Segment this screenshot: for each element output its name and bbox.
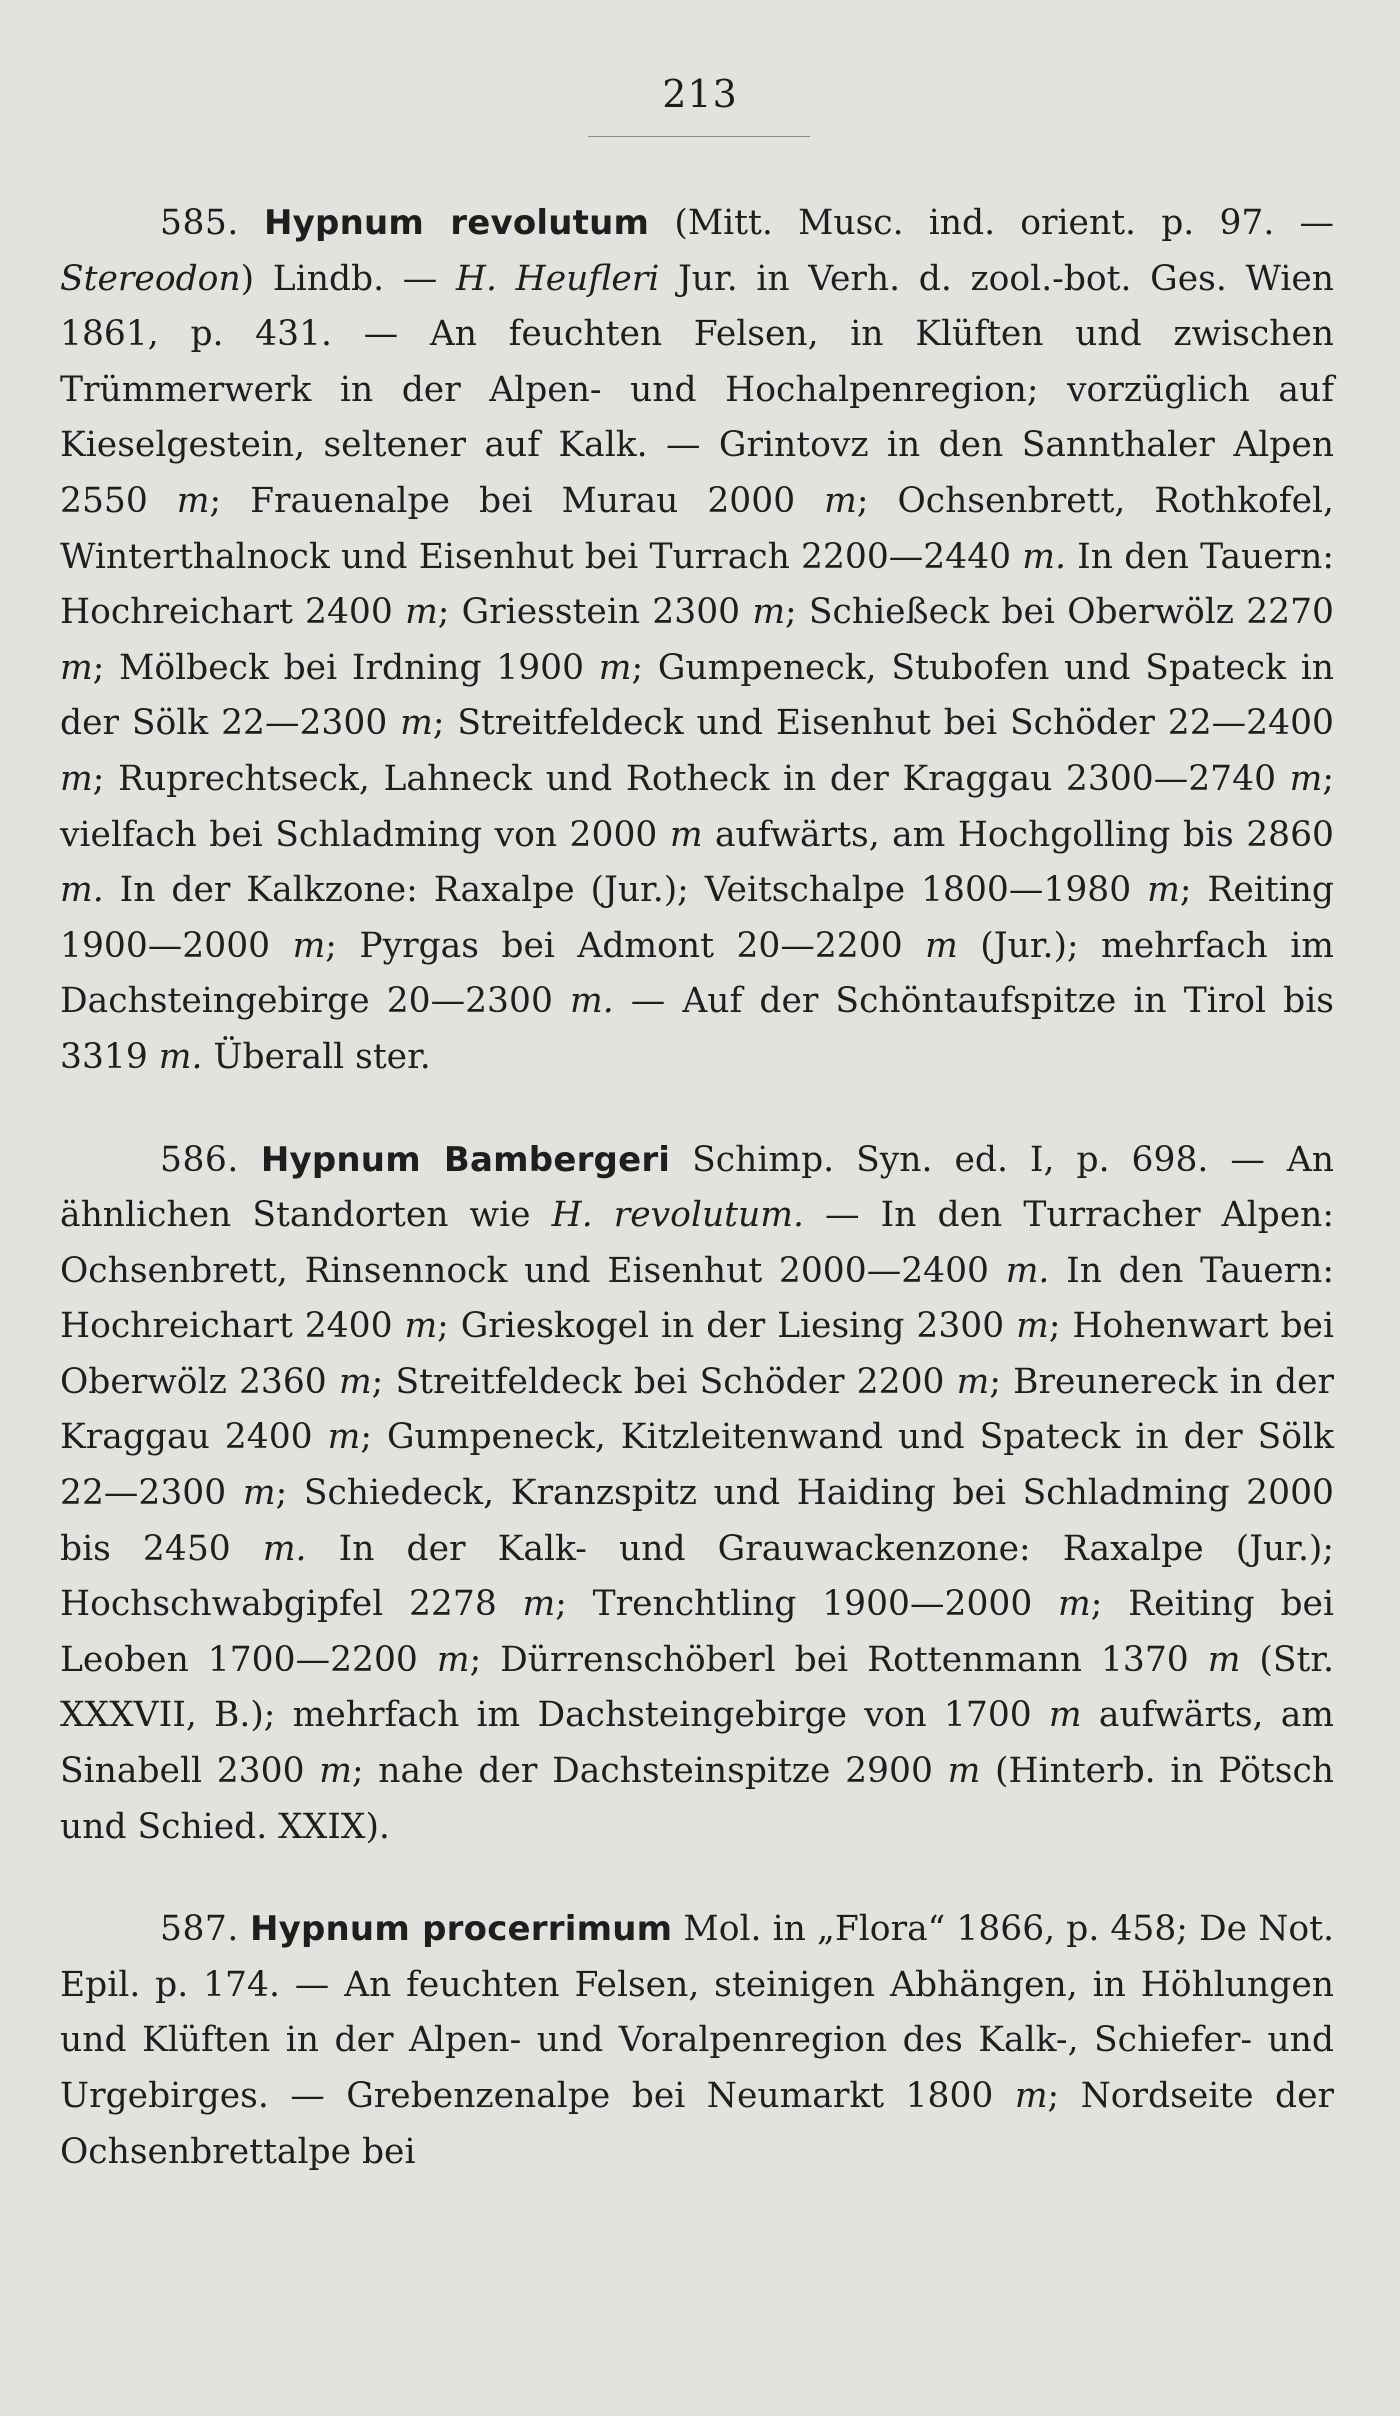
italic-text: m	[824, 480, 857, 521]
text-run: Mol. in „Flora“ 1866, p. 458; De Not. Epil. p. 174. — An feuchten Felsen, steinigen Abhängen, in Höhlungen und Klüften in der Alpen- und Voralpenregion des Kalk-, Schiefer- und Urgebirges. — Grebenzenalpe bei Neumarkt 1800	[60, 1909, 1334, 2116]
italic-text: m	[1207, 1639, 1241, 1680]
text-run: aufwärts, am Sinabell 2300	[60, 1695, 1334, 1792]
italic-text: m	[947, 1751, 981, 1792]
text-run: — Auf der Schöntaufspitze in Tirol bis 3319	[60, 981, 1334, 1077]
italic-text: m.	[262, 1528, 307, 1569]
species-name: Hypnum procerrimum	[249, 1909, 673, 1950]
italic-text: m.	[60, 870, 104, 911]
italic-text: m	[956, 1361, 990, 1402]
text-run: ; Dürrenschöberl bei Rottenmann 1370	[469, 1639, 1208, 1680]
italic-text: m	[176, 480, 210, 521]
text-run: ; Reiting 1900—2000	[60, 870, 1334, 966]
italic-text: m	[60, 758, 93, 799]
species-entry	[60, 1902, 1334, 2180]
text-run: ; Griesstein 2300	[437, 592, 753, 633]
page-number: 213	[662, 72, 738, 116]
text-run: Überall ster.	[202, 1036, 431, 1077]
species-entries	[60, 196, 1334, 2180]
italic-text: m	[522, 1584, 556, 1625]
italic-text: H. Heufleri	[455, 258, 660, 299]
italic-text: m	[1147, 870, 1180, 911]
text-run: ; Hohenwart bei Oberwölz 2360	[60, 1306, 1334, 1402]
italic-text: H. revolutum.	[551, 1195, 804, 1236]
text-run: In der Kalk- und Grauwackenzone: Raxalpe (Jur.); Hochschwabgipfel 2278	[60, 1528, 1334, 1625]
header-rule	[588, 136, 810, 137]
text-run: ; Reiting bei Leoben 1700—2200	[60, 1584, 1334, 1680]
text-run: ; Breunereck in der Kraggau 2400	[60, 1361, 1334, 1458]
italic-text: m	[925, 925, 958, 966]
text-run: ; Streitfeldeck und Eisenhut bei Schöder 22—2400	[432, 703, 1334, 744]
italic-text: m	[1048, 1695, 1082, 1736]
italic-text: m	[400, 703, 433, 744]
text-run: (Jur.); mehrfach im Dachsteingebirge 20—2300	[60, 925, 1334, 1022]
text-run: In den Tauern: Hochreichart 2400	[60, 536, 1335, 633]
italic-text: m.	[570, 981, 614, 1022]
entry-text	[60, 1140, 1334, 1847]
text-run: — In den Turracher Alpen: Ochsenbrett, Rinsennock und Eisenhut 2000—2400	[60, 1195, 1334, 1291]
species-name: Hypnum Bambergeri	[260, 1139, 671, 1180]
text-run: ; Grieskogel in der Liesing 2300	[437, 1306, 1017, 1347]
text-run: In der Kalkzone: Raxalpe (Jur.); Veitschalpe 1800—1980	[103, 870, 1148, 911]
italic-text: m	[319, 1751, 352, 1792]
text-run: ; Mölbeck bei Irdning 1900	[92, 647, 599, 688]
text-run: ; Schiedeck, Kranzspitz und Haiding bei Schladming 2000 bis 2450	[60, 1473, 1334, 1569]
italic-text: m	[292, 925, 326, 966]
italic-text: m	[598, 647, 632, 688]
text-run: ; nahe der Dachsteinspitze 2900	[351, 1751, 948, 1792]
italic-text: m	[327, 1417, 361, 1458]
italic-text: m	[1289, 758, 1323, 799]
entry-number: 587.	[160, 1909, 239, 1950]
text-run: (Mitt. Musc. ind. orient. p. 97. —	[649, 203, 1334, 243]
species-name: Hypnum revolutum	[264, 203, 650, 243]
text-run: ; Schießeck bei Oberwölz 2270	[785, 592, 1334, 633]
italic-text: m	[242, 1473, 276, 1514]
entry-number: 585.	[160, 203, 239, 243]
species-entry	[60, 1133, 1334, 1856]
entry-number: 586.	[160, 1139, 239, 1180]
italic-text: Stereodon	[60, 258, 241, 299]
text-run: ; Gumpeneck, Kitzleitenwand und Spateck in der Sölk 22—2300	[60, 1417, 1334, 1514]
italic-text: m	[1058, 1584, 1091, 1625]
entry-text	[60, 203, 1334, 1077]
italic-text: m	[338, 1361, 372, 1402]
text-run: ; Streitfeldeck bei Schöder 2200	[371, 1361, 957, 1402]
italic-text: m.	[158, 1036, 203, 1077]
italic-text: m	[1014, 2076, 1048, 2116]
text-run: ) Lindb. —	[240, 258, 456, 299]
text-run: ; Ruprechtseck, Lahneck und Rotheck in der Kraggau 2300—2740	[92, 758, 1290, 799]
text-run: ; Gumpeneck, Stubofen und Spateck in der Sölk 22—2300	[60, 647, 1334, 744]
text-run: ; Nordseite der Ochsenbrettalpe bei	[60, 2076, 1334, 2172]
text-run: Schimp. Syn. ed. I, p. 698. — An ähnlichen Standorten wie	[60, 1139, 1334, 1236]
italic-text: m	[669, 814, 703, 855]
text-run: ; vielfach bei Schladming von 2000	[60, 758, 1334, 855]
text-run: aufwärts, am Hochgolling bis 2860	[702, 814, 1334, 855]
text-run: (Str. XXXVII, B.); mehrfach im Dachsteingebirge von 1700	[60, 1639, 1335, 1736]
italic-text: m	[752, 592, 786, 633]
text-run: ; Trenchtling 1900—2000	[555, 1584, 1059, 1625]
text-run: ; Ochsenbrett, Rothkofel, Winterthalnock und Eisenhut bei Turrach 2200—2440	[60, 480, 1334, 577]
italic-text: m	[405, 592, 438, 633]
italic-text: m	[1016, 1306, 1049, 1347]
text-run: In den Tauern: Hochreichart 2400	[60, 1250, 1334, 1347]
italic-text: m	[60, 647, 93, 688]
italic-text: m	[404, 1306, 438, 1347]
italic-text: m.	[1005, 1250, 1050, 1291]
italic-text: m.	[1022, 536, 1066, 577]
text-run: ; Pyrgas bei Admont 20—2200	[325, 925, 926, 966]
italic-text: m	[436, 1639, 470, 1680]
text-run: Jur. in Verh. d. zool.-bot. Ges. Wien 1861, p. 431. — An feuchten Felsen, in Klüften und zwischen Trümmerwerk in der Alpen- und Hochalpenregion; vorzüglich auf Kieselgestein, seltener auf Kalk. — Grintovz in den Sannthaler Alpen 2550	[60, 258, 1334, 521]
species-entry	[60, 196, 1334, 1086]
text-run: (Hinterb. in Pötsch und Schied. XXIX).	[60, 1751, 1334, 1847]
text-run: ; Frauenalpe bei Murau 2000	[209, 480, 825, 521]
